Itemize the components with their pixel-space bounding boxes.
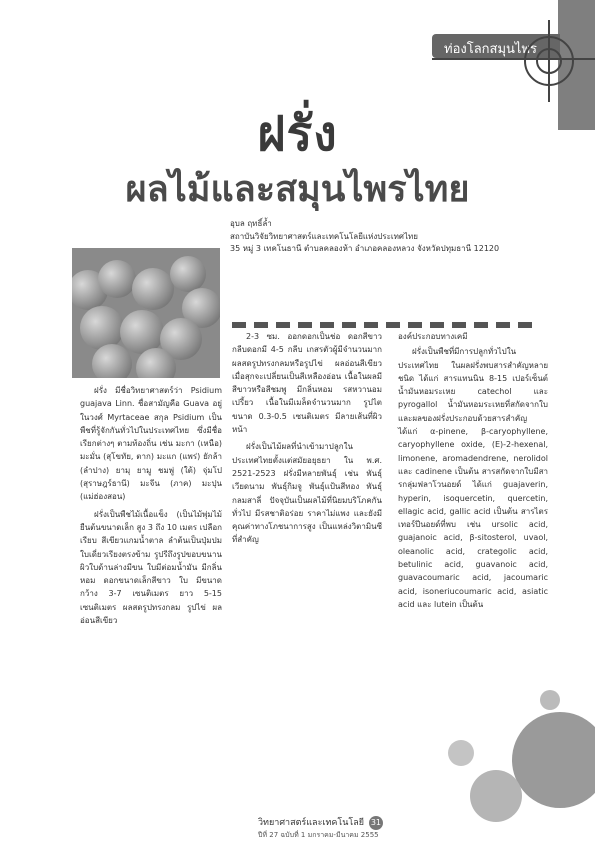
column-1 (80, 384, 222, 631)
page-number: 31 (369, 816, 383, 830)
author-address: 35 หมู่ 3 เทคโนธานี ตำบลคลองห้า อำเภอคลองหลวง จังหวัดปทุมธานี 12120 (230, 244, 500, 253)
paragraph: ฝรั่งเป็นพืชไม้เนื้อแข็ง (เป็นไม้พุ่มไม้ยืนต้นขนาดเล็ก สูง 3 ถึง 10 เมตร เปลือกเรียบ สีเขียวแกมน้ำตาล ลำต้นเป็นปุ่มปม ใบเดี่ยวเรียงตรงข้าม รูปรีถึงรูปขอบขนาน ผิวใบด้านล่างมีขน ใบมีต่อมน้ำมัน มีกลิ่นหอม ดอกขนาดเล็กสีขาว ใบ มีขนาดกว้าง 3-7 เซนติเมตร ยาว 5-15 เซนติเมตร ผลสดรูปทรงกลม รูปไข่ ผลอ่อนสีเขียว (80, 509, 222, 626)
paragraph: 2-3 ซม. ออกดอกเป็นช่อ ดอกสีขาว กลีบดอกมี 4-5 กลีบ เกสรตัวผู้มีจำนวนมาก ผลสดรูปทรงกลมหรือรูปไข่ ผลอ่อนสีเขียว เมื่อสุกจะเปลี่ยนเป็นสีเหลืองอ่อน เนื้อในผลมีสีขาวหรือสีชมพู มีกลิ่นหอม รสหวานอมเปรี้ยว เนื้อในมีเมล็ดจำนวนมาก รูปไต ขนาด 0.3-0.5 เซนติเมตร มีลายเส้นที่ผิวหน้า (232, 332, 382, 435)
paragraph: ฝรั่ง มีชื่อวิทยาศาสตร์ว่า Psidium guajava Linn. ชื่อสามัญคือ Guava อยู่ในวงศ์ Myrtaceae สกุล Psidium เป็นพืชที่รู้จักกันทั่วไปในประเทศไทย ซึ่งมีชื่อเรียกต่างๆ ตามท้องถิ่น เช่น มะกา (เหนือ) มะมั่น (สุโขทัย, ตาก) มะแก (แพร่) ยักล้า (ลำปาง) ยามุ ยามู ชมพู่ (ใต้) จุ่มโป (สุราษฎร์ธานี) มะจีน (ภาค) มะปุน (แม่ฮ่องสอน) (80, 386, 222, 502)
article-title: ฝรั่ง (257, 106, 338, 162)
column-2 (232, 330, 382, 551)
guava-photo (72, 248, 220, 378)
decor-circle-tiny (540, 690, 560, 710)
decor-circle-small (448, 740, 474, 766)
paragraph: ฝรั่งเป็นพืชที่มีการปลูกทั่วไปในประเทศไทย ในผลฝรั่งพบสารสำคัญหลายชนิด ได้แก่ สารแทนนิน 8-15 เปอร์เซ็นต์ น้ำมันหอมระเหย catechol และ pyrogallol น้ำมันหอมระเหยที่สกัดจากใบและผลของฝรั่งประกอบด้วยสารสำคัญ ได้แก่ α-pinene, β-caryophyllene, caryophyllene oxide, (E)-2-hexenal, limonene, aromadendrene, nerolidol และ cadinene เป็นต้น สารสกัดจากใบมีสารกลุ่มฟลาโวนอยด์ ได้แก่ guajaverin, hyperin, isoquercetin, quercetin, ellagic acid, gallic acid เป็นต้น สารไตรเทอร์ปีนอยด์ที่พบ เช่น ursolic acid, guajanoic acid, β-sitosterol, uvaol, oleanolic acid, crategolic acid, betulinic acid, guavanoic acid, guavacoumaric acid, jacoumaric acid, isoneriucoumaric acid, asiatic acid และ lutein เป็นต้น (398, 347, 548, 609)
paragraph: ฝรั่งเป็นไม้ผลที่นำเข้ามาปลูกในประเทศไทยตั้งแต่สมัยอยุธยา ใน พ.ศ. 2521-2523 ฝรั่งมีหลายพันธุ์ เช่น พันธุ์เวียดนาม พันธุ์กิมจู พันธุ์แป้นสีทอง พันธุ์กลมสาลี่ ปัจจุบันเป็นผลไม้ที่นิยมบริโภคกันทั่วไป มีรสชาติอร่อย ราคาไม่แพง และยังมีคุณค่าทางโภชนาการสูง เป็นแหล่งวิตามินซีที่สำคัญ (232, 442, 382, 545)
section-label: ท่องโลกสมุนไพร (444, 42, 538, 57)
article-subtitle: ผลไม้และสมุนไพรไทย (125, 169, 470, 210)
issue-info: ปีที่ 27 ฉบับที่ 1 มกราคม-มีนาคม 2555 (258, 831, 379, 839)
page-footer (258, 815, 383, 841)
target-inner-ring (536, 48, 562, 74)
column-3 (398, 330, 548, 615)
magazine-name: วิทยาศาสตร์และเทคโนโลยี (258, 818, 365, 828)
decor-circle-large (512, 712, 595, 808)
author-block (230, 218, 499, 256)
dash-divider (232, 322, 532, 328)
author-name: อุบล ฤทธิ์ล้ำ (230, 219, 272, 228)
decor-circle-medium (470, 770, 522, 822)
section-heading: องค์ประกอบทางเคมี (398, 332, 468, 341)
author-affiliation: สถาบันวิจัยวิทยาศาสตร์และเทคโนโลยีแห่งประเทศไทย (230, 231, 418, 241)
